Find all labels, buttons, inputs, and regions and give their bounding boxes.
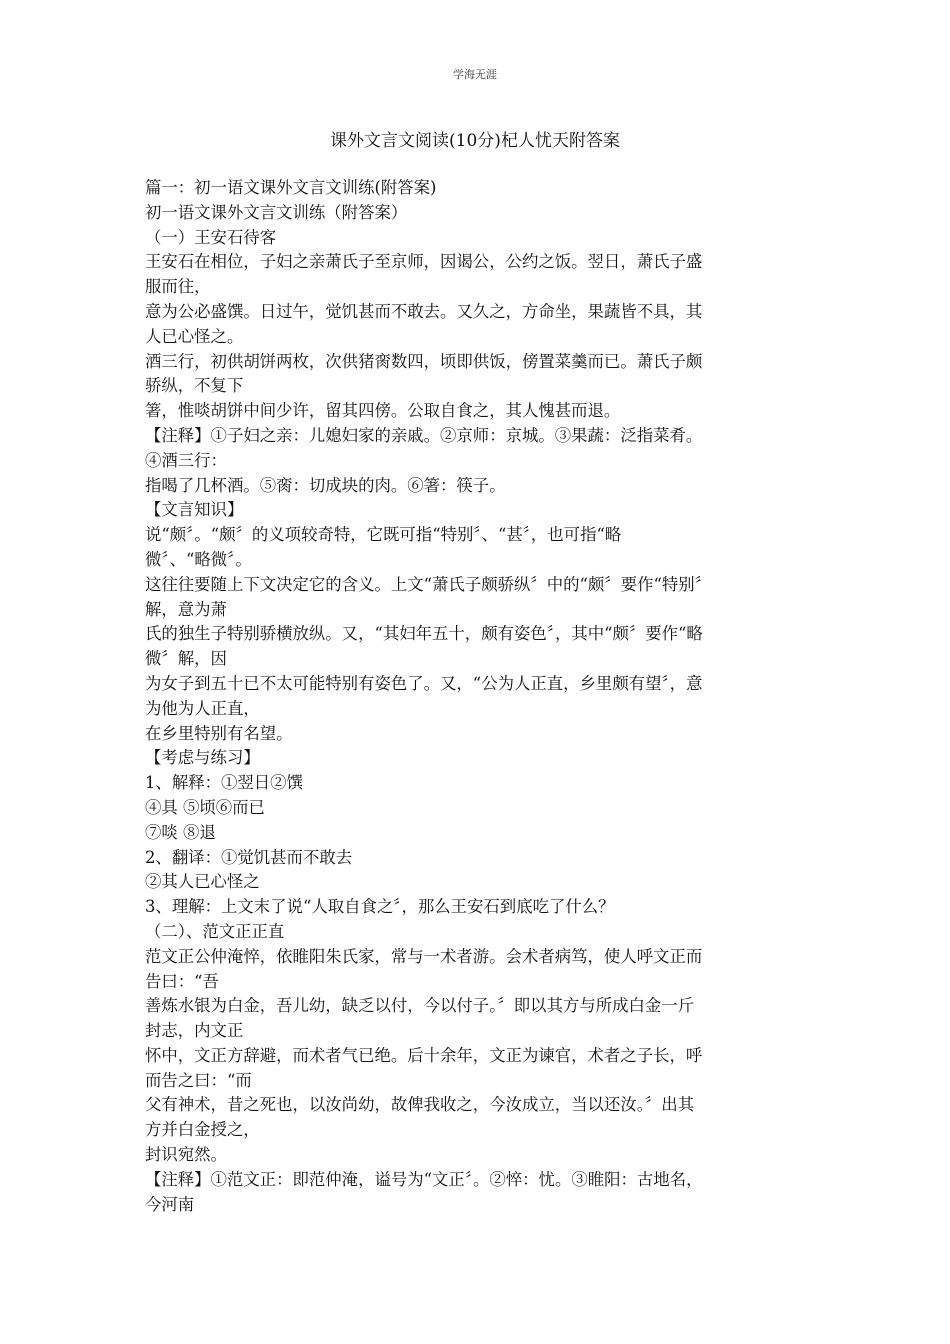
text-line: 酒三行，初供胡饼两枚，次供猪脔数四，顷即供饭，傍置菜羹而已。萧氏子颇 bbox=[145, 351, 703, 371]
text-line: 方并白金授之， bbox=[145, 1120, 260, 1140]
text-line: 氏的独生子特别骄横放纵。又，“其妇年五十，颇有姿色〞，其中“颇〞要作“略 bbox=[145, 624, 703, 644]
text-line: 善炼水银为白金，吾儿幼，缺乏以付，今以付子。〞即以其方与所成白金一斤 bbox=[145, 996, 695, 1016]
text-line: 服而往， bbox=[145, 277, 211, 297]
text-line: 封志，内文正 bbox=[145, 1021, 244, 1041]
text-line: 【考虑与练习】 bbox=[145, 748, 260, 768]
text-line: 这往往要随上下文决定它的含义。上文“萧氏子颇骄纵〞中的“颇〞要作“特别〞 bbox=[145, 574, 712, 594]
text-line: 解，意为萧 bbox=[145, 599, 227, 619]
text-line: 封识宛然。 bbox=[145, 1145, 227, 1165]
text-line: 意为公必盛馔。日过午，觉饥甚而不敢去。又久之，方命坐，果蔬皆不具，其 bbox=[145, 301, 703, 321]
text-line: 王安石在相位，子妇之亲萧氏子至京师，因谒公，公约之饭。翌日，萧氏子盛 bbox=[145, 252, 703, 272]
text-line: （一）王安石待客 bbox=[145, 227, 277, 247]
text-line: 人已心怪之。 bbox=[145, 326, 244, 346]
text-line: 箸，惟啖胡饼中间少许，留其四傍。公取自食之，其人愧甚而退。 bbox=[145, 401, 621, 421]
text-line: 【注释】①范文正：即范仲淹，谥号为“文正〞。②悴：忧。③睢阳：古地名， bbox=[145, 1169, 703, 1189]
text-line: 指喝了几杯酒。⑤脔：切成块的肉。⑥箸：筷子。 bbox=[145, 475, 506, 495]
text-line: ④酒三行： bbox=[145, 450, 227, 470]
text-line: 说“颇〞。“颇〞的义项较奇特，它既可指“特别〞、“甚〞，也可指“略 bbox=[145, 525, 622, 545]
text-line: 2、翻译：①觉饥甚而不敢去 bbox=[145, 847, 353, 867]
text-line: 骄纵，不复下 bbox=[145, 376, 244, 396]
text-line: 今河南 bbox=[145, 1194, 195, 1214]
document-title: 课外文言文阅读(10分)杞人忧天附答案 bbox=[330, 131, 620, 151]
text-line: 篇一：初一语文课外文言文训练(附答案) bbox=[145, 178, 437, 197]
page-header: 学海无涯 bbox=[453, 68, 497, 81]
text-line: 微〞解，因 bbox=[145, 649, 227, 669]
text-line: 范文正公仲淹悴，依睢阳朱氏家，常与一术者游。会术者病笃，使人呼文正而 bbox=[145, 946, 703, 966]
text-line: ⑦啖 ⑧退 bbox=[145, 822, 216, 842]
text-line: 1、解释：①翌日②馔 bbox=[145, 773, 303, 793]
text-line: 初一语文课外文言文训练（附答案） bbox=[145, 202, 408, 222]
text-line: 告曰：“吾 bbox=[145, 971, 219, 991]
text-line: 3、理解：上文末了说“人取自食之〞，那么王安石到底吃了什么？ bbox=[145, 897, 615, 917]
text-line: 微〞、“略微〞。 bbox=[145, 549, 252, 569]
text-line: ④具 ⑤顷⑥而已 bbox=[145, 797, 265, 817]
text-line: 【注释】①子妇之亲：儿媳妇家的亲戚。②京师：京城。③果蔬：泛指菜肴。 bbox=[145, 425, 703, 445]
text-line: 父有神术，昔之死也，以汝尚幼，故俾我收之，今汝成立，当以还汝。〞出其 bbox=[145, 1095, 695, 1115]
text-line: 怀中，文正方辞避，而术者气已绝。后十余年，文正为谏官，术者之子长，呼 bbox=[145, 1045, 703, 1065]
text-line: 【文言知识】 bbox=[145, 500, 244, 520]
text-line: ②其人已心怪之 bbox=[145, 872, 260, 892]
document-body bbox=[145, 176, 810, 1217]
text-line: 为女子到五十已不太可能特别有姿色了。又，“公为人正直，乡里颇有望〞，意 bbox=[145, 673, 703, 693]
text-line: 而告之曰：“而 bbox=[145, 1070, 252, 1090]
text-line: 为他为人正直， bbox=[145, 698, 260, 718]
text-line: 在乡里特别有名望。 bbox=[145, 723, 293, 743]
text-line: （二）、范文正正直 bbox=[145, 921, 285, 941]
